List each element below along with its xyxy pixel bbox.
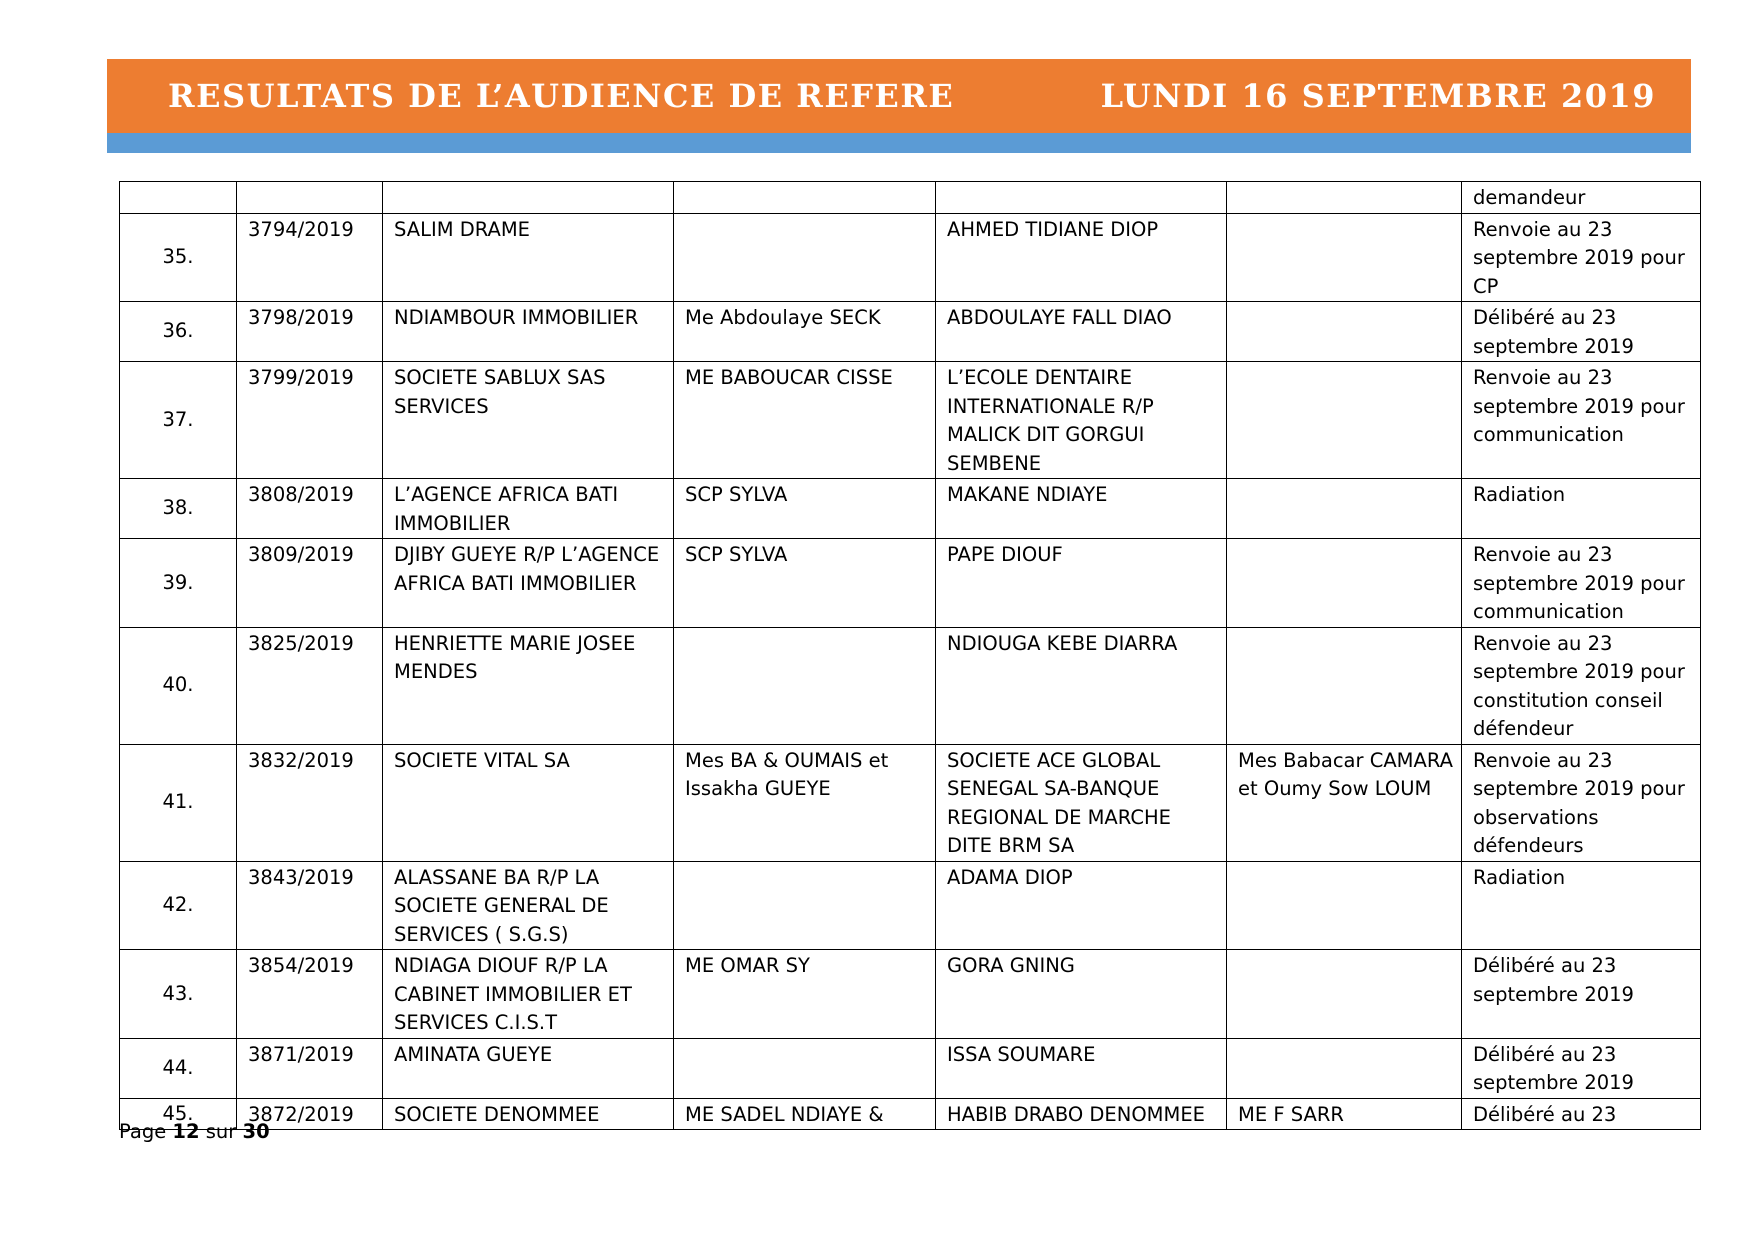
row-number: 43.: [162, 981, 194, 1005]
defendant-lawyer-cell: [1227, 627, 1462, 744]
decision-cell: [1462, 950, 1701, 1039]
defendant-lawyer-cell: [1227, 479, 1462, 539]
decision-cell: [1462, 182, 1701, 214]
plaintiff-lawyer: SCP SYLVA: [685, 483, 788, 506]
defendant: L’ECOLE DENTAIRE INTERNATIONALE R/P MALICK DIT GORGUI SEMBENE: [947, 366, 1154, 475]
plaintiff-lawyer: Me Abdoulaye SECK: [685, 306, 881, 329]
defendant-lawyer-cell: [1227, 1038, 1462, 1098]
table-row: [120, 1098, 1701, 1130]
plaintiff-lawyer-cell: [674, 744, 936, 861]
case-number: 3832/2019: [248, 748, 354, 772]
decision: Renvoie au 23 septembre 2019 pour observations défendeurs: [1473, 748, 1685, 857]
table-row: [120, 539, 1701, 628]
plaintiff: L’AGENCE AFRICA BATI IMMOBILIER: [394, 483, 619, 535]
page-current: 12: [172, 1120, 200, 1143]
row-number-cell: [120, 362, 237, 479]
defendant: HABIB DRABO DENOMMEE: [947, 1102, 1205, 1126]
page-label: Page: [119, 1120, 167, 1143]
plaintiff-cell: [383, 182, 674, 214]
defendant: SOCIETE ACE GLOBAL SENEGAL SA-BANQUE REGIONAL DE MARCHE DITE BRM SA: [947, 748, 1171, 857]
table-row: [120, 362, 1701, 479]
decision: Renvoie au 23 septembre 2019 pour communication: [1473, 366, 1685, 446]
case-number-cell: [237, 479, 383, 539]
decision: Renvoie au 23 septembre 2019 pour communication: [1473, 543, 1685, 623]
defendant-cell: [936, 479, 1227, 539]
plaintiff: AMINATA GUEYE: [394, 1042, 553, 1066]
defendant-cell: [936, 539, 1227, 628]
case-number-cell: [237, 213, 383, 302]
defendant: ISSA SOUMARE: [947, 1042, 1096, 1066]
defendant-lawyer-cell: [1227, 950, 1462, 1039]
row-number-cell: [120, 1038, 237, 1098]
decision: Délibéré au 23 septembre 2019: [1473, 306, 1634, 358]
decision: Délibéré au 23 septembre 2019: [1473, 954, 1634, 1006]
page-total: 30: [242, 1120, 270, 1143]
defendant-lawyer: ME F SARR: [1238, 1102, 1344, 1126]
plaintiff-lawyer-cell: [674, 1038, 936, 1098]
defendant-lawyer-cell: [1227, 539, 1462, 628]
row-number: 44.: [162, 1055, 194, 1079]
plaintiff-lawyer-cell: [674, 539, 936, 628]
case-number-cell: [237, 1038, 383, 1098]
defendant-lawyer-cell: [1227, 302, 1462, 362]
plaintiff-cell: [383, 1098, 674, 1130]
row-number-cell: [120, 627, 237, 744]
row-number-cell: [120, 861, 237, 950]
decision: Radiation: [1473, 483, 1566, 506]
case-number: 3794/2019: [248, 217, 354, 241]
plaintiff: ALASSANE BA R/P LA SOCIETE GENERAL DE SERVICES ( S.G.S): [394, 865, 609, 946]
plaintiff-lawyer-cell: [674, 362, 936, 479]
case-number: 3798/2019: [248, 306, 354, 329]
defendant-lawyer-cell: [1227, 1098, 1462, 1130]
defendant: PAPE DIOUF: [947, 543, 1063, 566]
plaintiff: NDIAGA DIOUF R/P LA CABINET IMMOBILIER ET SERVICES C.I.S.T: [394, 954, 632, 1034]
defendant-cell: [936, 950, 1227, 1039]
defendant-cell: [936, 861, 1227, 950]
case-number-cell: [237, 302, 383, 362]
plaintiff: NDIAMBOUR IMMOBILIER: [394, 306, 639, 329]
decision: Délibéré au 23 septembre 2019: [1473, 1042, 1634, 1094]
row-number: 36.: [162, 319, 194, 343]
table-row: [120, 1038, 1701, 1098]
hearing-date: LUNDI 16 SEPTEMBRE 2019: [1100, 77, 1656, 115]
defendant-cell: [936, 182, 1227, 214]
row-number: 41.: [162, 790, 194, 814]
case-number-cell: [237, 861, 383, 950]
case-number: 3808/2019: [248, 483, 354, 506]
plaintiff-lawyer-cell: [674, 1098, 936, 1130]
plaintiff-lawyer-cell: [674, 213, 936, 302]
plaintiff: HENRIETTE MARIE JOSEE MENDES: [394, 631, 636, 683]
row-number: 35.: [162, 245, 194, 268]
defendant-lawyer: Mes Babacar CAMARA et Oumy Sow LOUM: [1238, 748, 1453, 800]
row-number-cell: [120, 479, 237, 539]
row-number: 37.: [162, 407, 194, 431]
row-number-cell: [120, 213, 237, 302]
plaintiff-cell: [383, 479, 674, 539]
plaintiff: SALIM DRAME: [394, 217, 530, 241]
case-number-cell: [237, 362, 383, 479]
table-row: [120, 182, 1701, 214]
row-number-cell: [120, 950, 237, 1039]
plaintiff-cell: [383, 362, 674, 479]
defendant-lawyer-cell: [1227, 744, 1462, 861]
defendant-cell: [936, 627, 1227, 744]
plaintiff-lawyer: Mes BA & OUMAIS et Issakha GUEYE: [685, 748, 889, 800]
case-number: 3843/2019: [248, 865, 354, 889]
decision-cell: [1462, 1038, 1701, 1098]
decision-cell: [1462, 861, 1701, 950]
decision-cell: [1462, 302, 1701, 362]
table-row: [120, 627, 1701, 744]
table-row: [120, 744, 1701, 861]
defendant-cell: [936, 1038, 1227, 1098]
plaintiff-cell: [383, 1038, 674, 1098]
case-number: 3825/2019: [248, 631, 354, 655]
decision: Radiation: [1473, 865, 1566, 889]
decision-cell: [1462, 627, 1701, 744]
case-number-cell: [237, 950, 383, 1039]
defendant-lawyer-cell: [1227, 362, 1462, 479]
row-number: 39.: [162, 570, 194, 594]
case-number: 3809/2019: [248, 543, 354, 566]
decision: demandeur: [1473, 186, 1586, 209]
case-number-cell: [237, 627, 383, 744]
row-number: 40.: [162, 673, 194, 697]
table-row: [120, 950, 1701, 1039]
plaintiff-lawyer: ME SADEL NDIAYE &: [685, 1102, 884, 1126]
page-separator: sur: [205, 1120, 237, 1143]
row-number: 45.: [162, 1101, 194, 1125]
defendant: MAKANE NDIAYE: [947, 483, 1108, 506]
defendant: ADAMA DIOP: [947, 865, 1073, 889]
plaintiff-cell: [383, 950, 674, 1039]
defendant: ABDOULAYE FALL DIAO: [947, 306, 1172, 329]
row-number-cell: [120, 302, 237, 362]
plaintiff-cell: [383, 627, 674, 744]
defendant-cell: [936, 213, 1227, 302]
defendant: AHMED TIDIANE DIOP: [947, 217, 1159, 241]
plaintiff-cell: [383, 302, 674, 362]
defendant-cell: [936, 362, 1227, 479]
case-number-cell: [237, 182, 383, 214]
decision-cell: [1462, 539, 1701, 628]
row-number: 38.: [162, 496, 194, 520]
plaintiff-lawyer-cell: [674, 627, 936, 744]
plaintiff-cell: [383, 744, 674, 861]
case-number-cell: [237, 539, 383, 628]
row-number-cell: [120, 182, 237, 214]
table-row: [120, 213, 1701, 302]
case-number: 3871/2019: [248, 1042, 354, 1066]
plaintiff: DJIBY GUEYE R/P L’AGENCE AFRICA BATI IMMOBILIER: [394, 543, 660, 595]
plaintiff-lawyer-cell: [674, 479, 936, 539]
decision-cell: [1462, 213, 1701, 302]
defendant-lawyer-cell: [1227, 213, 1462, 302]
row-number: 42.: [162, 893, 194, 916]
case-number: 3872/2019: [248, 1102, 354, 1126]
decision-cell: [1462, 479, 1701, 539]
plaintiff-cell: [383, 539, 674, 628]
defendant-cell: [936, 302, 1227, 362]
plaintiff-cell: [383, 861, 674, 950]
results-table: [119, 181, 1701, 1130]
defendant-lawyer-cell: [1227, 182, 1462, 214]
table-row: [120, 479, 1701, 539]
defendant-cell: [936, 744, 1227, 861]
defendant-cell: [936, 1098, 1227, 1130]
table-row: [120, 861, 1701, 950]
plaintiff-lawyer: ME OMAR SY: [685, 954, 810, 977]
defendant: NDIOUGA KEBE DIARRA: [947, 631, 1178, 655]
page-footer: [119, 1120, 270, 1143]
decision: Renvoie au 23 septembre 2019 pour CP: [1473, 217, 1685, 298]
row-number-cell: [120, 539, 237, 628]
case-number: 3854/2019: [248, 954, 354, 977]
case-number-cell: [237, 744, 383, 861]
decision-cell: [1462, 362, 1701, 479]
plaintiff-lawyer-cell: [674, 861, 936, 950]
decision: Délibéré au 23: [1473, 1102, 1617, 1126]
plaintiff: SOCIETE SABLUX SAS SERVICES: [394, 366, 606, 418]
plaintiff: SOCIETE VITAL SA: [394, 748, 570, 772]
table-row: [120, 302, 1701, 362]
page-title: RESULTATS DE L’AUDIENCE DE REFERE: [168, 77, 955, 115]
header-stripe: [107, 133, 1691, 153]
plaintiff-lawyer: SCP SYLVA: [685, 543, 788, 566]
decision-cell: [1462, 1098, 1701, 1130]
plaintiff-lawyer-cell: [674, 302, 936, 362]
row-number-cell: [120, 744, 237, 861]
plaintiff-lawyer-cell: [674, 182, 936, 214]
plaintiff-lawyer-cell: [674, 950, 936, 1039]
decision: Renvoie au 23 septembre 2019 pour constitution conseil défendeur: [1473, 631, 1685, 740]
plaintiff: SOCIETE DENOMMEE: [394, 1102, 600, 1126]
defendant-lawyer-cell: [1227, 861, 1462, 950]
defendant: GORA GNING: [947, 954, 1075, 977]
decision-cell: [1462, 744, 1701, 861]
plaintiff-lawyer: ME BABOUCAR CISSE: [685, 366, 893, 389]
case-number: 3799/2019: [248, 366, 354, 389]
plaintiff-cell: [383, 213, 674, 302]
